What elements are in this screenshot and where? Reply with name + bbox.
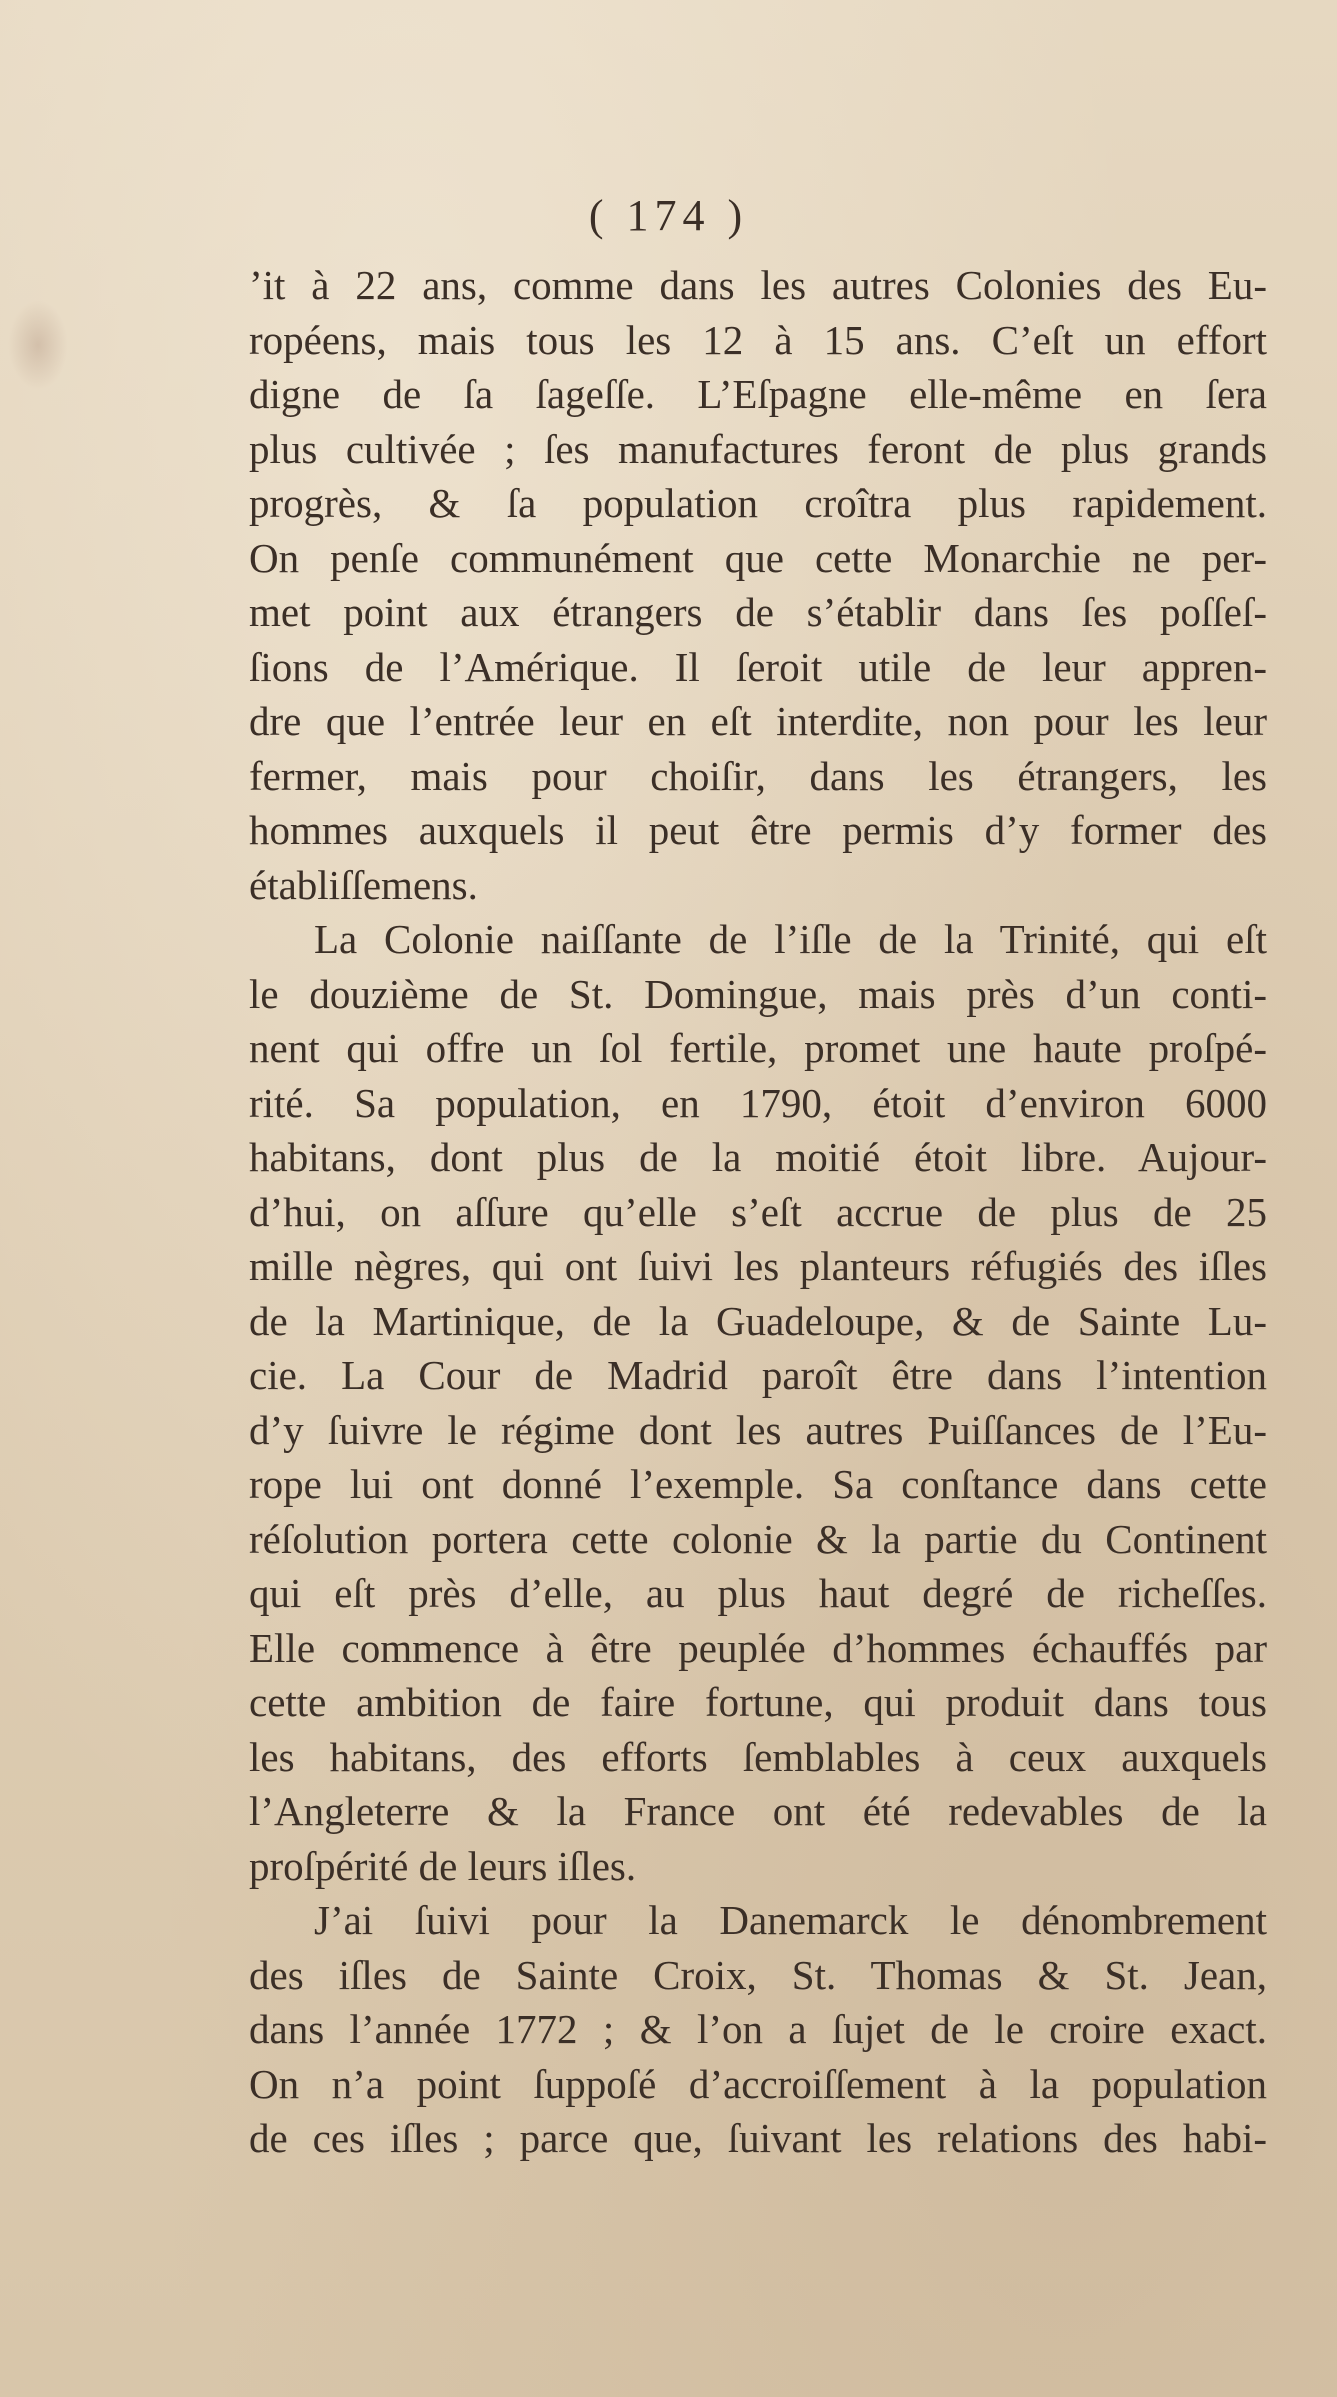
page-number: ( 174 )	[588, 191, 749, 240]
text-line: rité. Sa population, en 1790, étoit d’environ 6000	[249, 1079, 1267, 1126]
text-line: dre que l’entrée leur en eſt interdite, non pour les leur	[249, 698, 1267, 744]
text-line: La Colonie naiſſante de l’iſle de la Trinité, qui eſt	[314, 916, 1267, 962]
text-line: qui eſt près d’elle, au plus haut degré de richeſſes.	[249, 1570, 1267, 1616]
text-line: réſolution portera cette colonie & la partie du Continent	[249, 1515, 1267, 1562]
text-line: d’hui, on aſſure qu’elle s’eſt accrue de plus de 25	[249, 1188, 1267, 1235]
text-line: plus cultivée ; ſes manufactures feront de plus grands	[249, 425, 1267, 472]
text-line: d’y ſuivre le régime dont les autres Puiſſances de l’Eu-	[249, 1406, 1267, 1453]
body-text	[249, 258, 1267, 2166]
text-line: met point aux étrangers de s’établir dans ſes poſſeſ-	[249, 589, 1267, 635]
text-line: cie. La Cour de Madrid paroît être dans l’intention	[249, 1352, 1267, 1398]
text-line: On n’a point ſuppoſé d’accroiſſement à la population	[249, 2060, 1267, 2107]
paper-stain	[8, 300, 68, 390]
text-line: les habitans, des efforts ſemblables à ceux auxquels	[249, 1733, 1267, 1780]
text-line: proſpérité de leurs iſles.	[249, 1842, 637, 1889]
text-line: de la Martinique, de la Guadeloupe, & de Sainte Lu-	[249, 1297, 1267, 1344]
text-line: fermer, mais pour choiſir, dans les étrangers, les	[249, 752, 1267, 799]
text-line: des iſles de Sainte Croix, St. Thomas & St. Jean,	[249, 1951, 1267, 1998]
text-line: Elle commence à être peuplée d’hommes échauffés par	[249, 1624, 1267, 1671]
text-line: rope lui ont donné l’exemple. Sa conſtance dans cette	[249, 1461, 1267, 1507]
text-line: ſions de l’Amérique. Il ſeroit utile de leur appren-	[249, 643, 1267, 690]
text-line: le douzième de St. Domingue, mais près d’un conti-	[249, 970, 1267, 1017]
text-line: dans l’année 1772 ; & l’on a ſujet de le croire exact.	[249, 2006, 1267, 2052]
text-line: progrès, & ſa population croîtra plus rapidement.	[249, 480, 1267, 526]
text-line: établiſſemens.	[249, 861, 478, 908]
text-line: mille nègres, qui ont ſuivi les planteurs réfugiés des iſles	[249, 1243, 1267, 1289]
text-line: habitans, dont plus de la moitié étoit libre. Aujour-	[249, 1134, 1267, 1180]
text-line: hommes auxquels il peut être permis d’y former des	[249, 807, 1267, 853]
text-line: On penſe communément que cette Monarchie ne per-	[249, 534, 1267, 581]
text-line: J’ai ſuivi pour la Danemarck le dénombrement	[314, 1897, 1267, 1943]
text-line: nent qui offre un ſol fertile, promet une haute proſpé-	[249, 1025, 1267, 1071]
text-line: digne de ſa ſageſſe. L’Eſpagne elle-même en ſera	[249, 371, 1267, 417]
text-line: l’Angleterre & la France ont été redevables de la	[249, 1788, 1267, 1834]
text-line: ʼit à 22 ans, comme dans les autres Colonies des Eu-	[249, 262, 1267, 308]
text-line: ropéens, mais tous les 12 à 15 ans. C’eſt un effort	[249, 316, 1267, 363]
text-line: cette ambition de faire fortune, qui produit dans tous	[249, 1679, 1267, 1725]
text-line: de ces iſles ; parce que, ſuivant les relations des habi-	[249, 2115, 1267, 2161]
